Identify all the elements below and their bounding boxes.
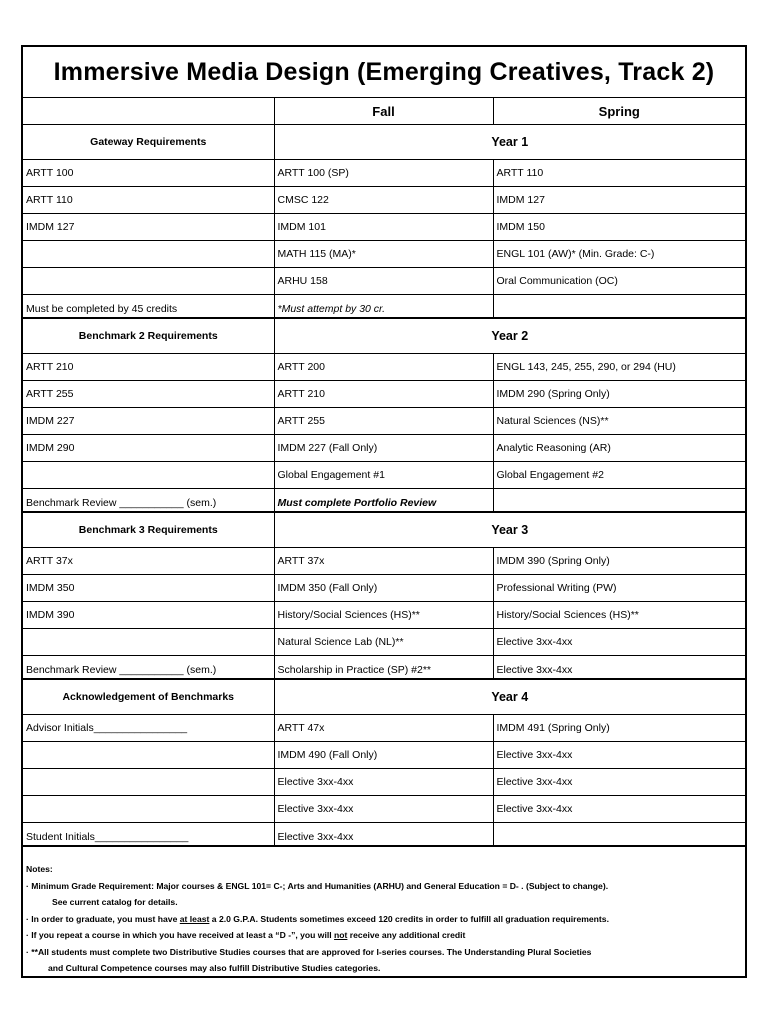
year-label: Year 4 [274, 679, 745, 715]
course-row [23, 656, 745, 680]
page-title: Immersive Media Design (Emerging Creatives, Track 2) [53, 57, 715, 86]
requirements-heading: Benchmark 2 Requirements [23, 318, 274, 354]
fall-course-cell: ARTT 100 (SP) [274, 160, 493, 187]
course-row [23, 435, 745, 462]
year-label: Year 2 [274, 318, 745, 354]
fall-course-cell: CMSC 122 [274, 187, 493, 214]
fall-course-cell: IMDM 490 (Fall Only) [274, 742, 493, 769]
course-row [23, 548, 745, 575]
fall-course-cell: Scholarship in Practice (SP) #2** [274, 656, 493, 680]
fall-course-cell: History/Social Sciences (HS)** [274, 602, 493, 629]
fall-course-cell: Must complete Portfolio Review [274, 489, 493, 513]
fall-course-cell: Global Engagement #1 [274, 462, 493, 489]
term-spring: Spring [493, 98, 745, 125]
note-line: and Cultural Competence courses may also fulfill Distributive Studies categories. [48, 963, 381, 973]
year-header-row [23, 512, 745, 548]
course-row [23, 715, 745, 742]
spring-course-cell: ENGL 101 (AW)* (Min. Grade: C-) [493, 241, 745, 268]
requirements-heading: Gateway Requirements [23, 125, 274, 160]
fall-course-cell: ARTT 255 [274, 408, 493, 435]
fall-course-cell: ARTT 210 [274, 381, 493, 408]
spring-course-cell [493, 823, 745, 846]
note-line: See current catalog for details. [52, 897, 178, 907]
requirement-cell: ARTT 210 [23, 354, 274, 381]
spring-course-cell: IMDM 127 [493, 187, 745, 214]
fall-course-cell: ARTT 200 [274, 354, 493, 381]
spring-course-cell: Analytic Reasoning (AR) [493, 435, 745, 462]
spring-course-cell: Professional Writing (PW) [493, 575, 745, 602]
degree-plan-sheet [21, 45, 747, 978]
requirement-cell: Must be completed by 45 credits [23, 295, 274, 319]
requirement-cell: Student Initials________________ [23, 823, 274, 846]
requirement-cell [23, 462, 274, 489]
course-row [23, 187, 745, 214]
fall-course-cell: IMDM 227 (Fall Only) [274, 435, 493, 462]
spring-course-cell: IMDM 150 [493, 214, 745, 241]
requirement-cell [23, 742, 274, 769]
plan-table [23, 97, 745, 845]
course-row [23, 575, 745, 602]
course-row [23, 629, 745, 656]
year-header-row [23, 125, 745, 160]
requirement-cell: IMDM 290 [23, 435, 274, 462]
spring-course-cell [493, 489, 745, 513]
note-line: · If you repeat a course in which you have received at least a “D -”, you will not receive any additional credit [26, 930, 466, 940]
course-row [23, 241, 745, 268]
requirement-cell: IMDM 227 [23, 408, 274, 435]
requirement-cell [23, 241, 274, 268]
spring-course-cell: IMDM 390 (Spring Only) [493, 548, 745, 575]
requirement-cell [23, 629, 274, 656]
course-row [23, 742, 745, 769]
requirement-cell: ARTT 110 [23, 187, 274, 214]
requirement-cell: ARTT 255 [23, 381, 274, 408]
course-row [23, 381, 745, 408]
course-row [23, 796, 745, 823]
fall-course-cell: ARTT 47x [274, 715, 493, 742]
requirement-cell: IMDM 390 [23, 602, 274, 629]
requirements-heading: Acknowledgement of Benchmarks [23, 679, 274, 715]
requirements-heading: Benchmark 3 Requirements [23, 512, 274, 548]
requirement-cell: ARTT 37x [23, 548, 274, 575]
fall-course-cell: IMDM 350 (Fall Only) [274, 575, 493, 602]
year-header-row [23, 679, 745, 715]
spring-course-cell: History/Social Sciences (HS)** [493, 602, 745, 629]
requirement-cell [23, 796, 274, 823]
requirement-cell: Benchmark Review ___________ (sem.) [23, 656, 274, 680]
requirement-cell: Advisor Initials________________ [23, 715, 274, 742]
fall-course-cell: MATH 115 (MA)* [274, 241, 493, 268]
course-row [23, 160, 745, 187]
spring-course-cell: ARTT 110 [493, 160, 745, 187]
spring-course-cell: Elective 3xx-4xx [493, 742, 745, 769]
note-line: · In order to graduate, you must have at least a 2.0 G.P.A. Students sometimes exceed 120 credits in order to fulfill all graduation requirements. [26, 913, 609, 924]
course-row [23, 354, 745, 381]
year-header-row [23, 318, 745, 354]
term-header-row [23, 98, 745, 125]
requirement-cell: ARTT 100 [23, 160, 274, 187]
requirement-cell: Benchmark Review ___________ (sem.) [23, 489, 274, 513]
note-line: · **All students must complete two Distributive Studies courses that are approved for I-series courses. The Understanding Plural Societies [26, 946, 592, 957]
fall-course-cell: *Must attempt by 30 cr. [274, 295, 493, 319]
spring-course-cell: Global Engagement #2 [493, 462, 745, 489]
spring-course-cell: IMDM 290 (Spring Only) [493, 381, 745, 408]
spring-course-cell: Elective 3xx-4xx [493, 656, 745, 680]
course-row [23, 214, 745, 241]
year-label: Year 3 [274, 512, 745, 548]
fall-course-cell: ARHU 158 [274, 268, 493, 295]
notes-section [23, 845, 745, 977]
fall-course-cell: Elective 3xx-4xx [274, 823, 493, 846]
course-row [23, 268, 745, 295]
requirement-cell: IMDM 350 [23, 575, 274, 602]
spring-course-cell: IMDM 491 (Spring Only) [493, 715, 745, 742]
course-row [23, 602, 745, 629]
fall-course-cell: ARTT 37x [274, 548, 493, 575]
course-row [23, 823, 745, 846]
requirement-cell [23, 268, 274, 295]
fall-course-cell: Elective 3xx-4xx [274, 769, 493, 796]
fall-course-cell: Natural Science Lab (NL)** [274, 629, 493, 656]
spring-course-cell: Elective 3xx-4xx [493, 629, 745, 656]
course-row [23, 462, 745, 489]
spring-course-cell: Elective 3xx-4xx [493, 769, 745, 796]
spring-course-cell: Elective 3xx-4xx [493, 796, 745, 823]
course-row [23, 769, 745, 796]
spring-course-cell: Natural Sciences (NS)** [493, 408, 745, 435]
requirement-cell [23, 769, 274, 796]
spring-course-cell: ENGL 143, 245, 255, 290, or 294 (HU) [493, 354, 745, 381]
course-row [23, 489, 745, 513]
fall-course-cell: Elective 3xx-4xx [274, 796, 493, 823]
notes-heading: Notes: [26, 864, 53, 874]
spring-course-cell [493, 295, 745, 319]
term-header-blank [23, 98, 274, 125]
note-line: · Minimum Grade Requirement: Major courses & ENGL 101= C-; Arts and Humanities (ARHU) and General Education = D- . (Subject to change). [26, 880, 609, 891]
requirement-cell: IMDM 127 [23, 214, 274, 241]
spring-course-cell: Oral Communication (OC) [493, 268, 745, 295]
course-row [23, 295, 745, 319]
year-label: Year 1 [274, 125, 745, 160]
course-row [23, 408, 745, 435]
term-fall: Fall [274, 98, 493, 125]
fall-course-cell: IMDM 101 [274, 214, 493, 241]
